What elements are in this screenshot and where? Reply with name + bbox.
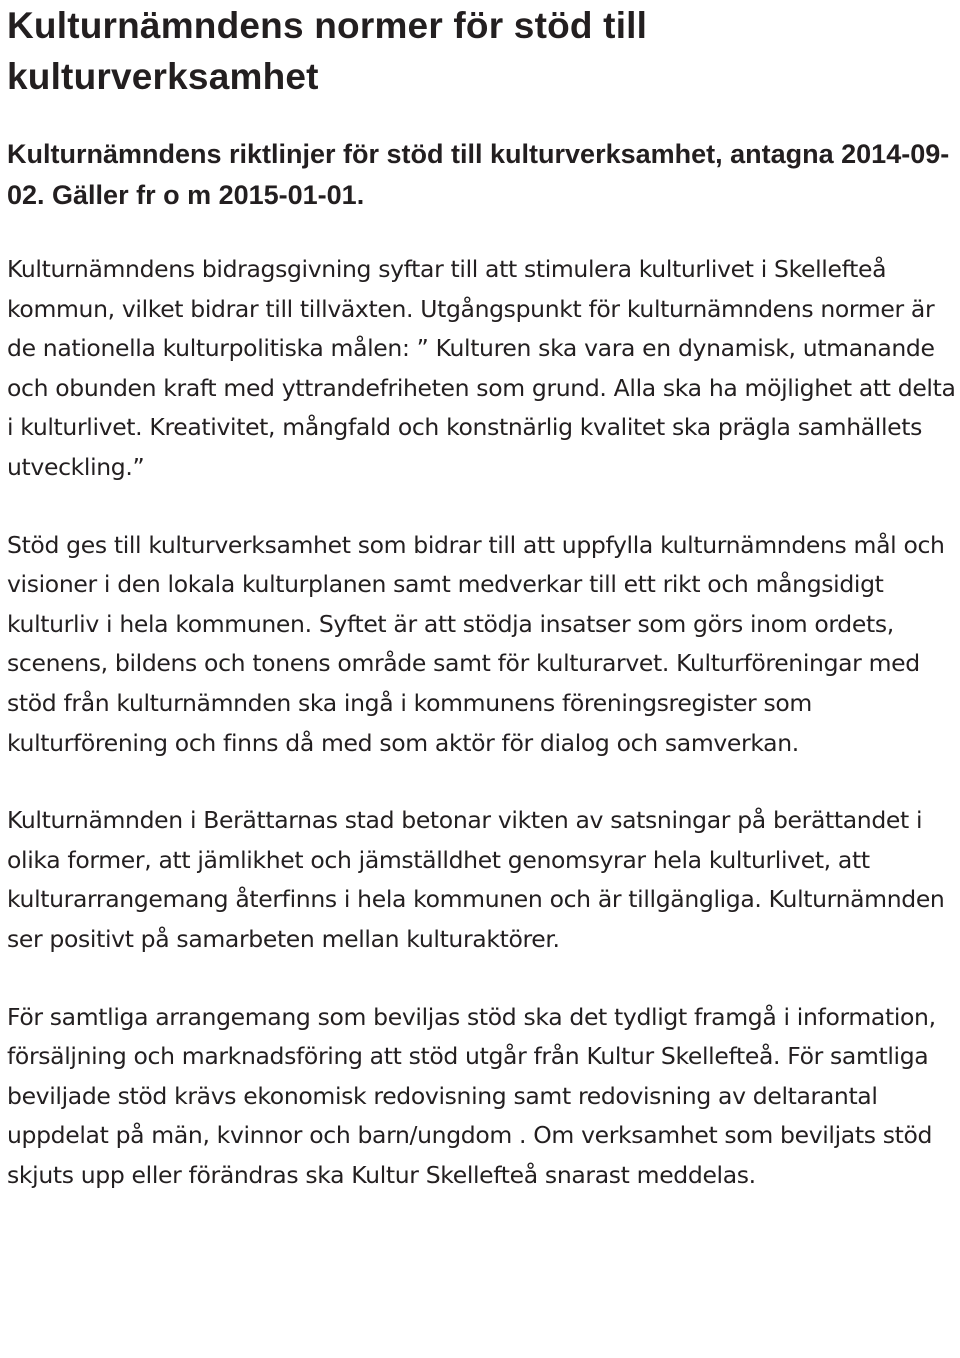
page-title: Kulturnämndens normer för stöd till kulturverksamhet <box>7 5 648 97</box>
paragraph-purpose: Kulturnämndens bidragsgivning syftar till att stimulera kulturlivet i Skellefteå kommun, vilket bidrar till tillväxten. Utgångspunkt för kulturnämndens normer är de nationella kulturpolitiska målen: ” Kulturen ska vara en dynamisk, utmanande och obunden kraft med yttrandefriheten som grund. Alla ska ha möjlighet att delta i kulturlivet. Kreativitet, mångfald och konstnärlig kvalitet ska prägla samhällets utveckling.” <box>7 255 956 481</box>
paragraph-requirements: För samtliga arrangemang som beviljas stöd ska det tydligt framgå i information, försäljning och marknadsföring att stöd utgår från Kultur Skellefteå. För samtliga beviljade stöd krävs ekonomisk redovisning samt redovisning av deltarantal uppdelat på män, kvinnor och barn/ungdom . Om verksamhet som beviljats stöd skjuts upp eller förändras ska Kultur Skellefteå snarast meddelas. <box>7 1002 936 1189</box>
paragraph-support: Stöd ges till kulturverksamhet som bidrar till att uppfylla kulturnämndens mål och visioner i den lokala kulturplanen samt medverkar till ett rikt och mångsidigt kulturliv i hela kommunen. Syftet är att stödja insatser som görs inom ordets, scenens, bildens och tonens område samt för kulturarvet. Kulturföreningar med stöd från kulturnämnden ska ingå i kommunens föreningsregister som kulturförening och finns då med som aktör för dialog och samverkan. <box>7 530 945 757</box>
page-subtitle: Kulturnämndens riktlinjer för stöd till kulturverksamhet, antagna 2014-09-02. Gäller fr o m 2015-01-01. <box>7 139 950 210</box>
paragraph-storytelling: Kulturnämnden i Berättarnas stad betonar vikten av satsningar på berättandet i olika former, att jämlikhet och jämställdhet genomsyrar hela kulturlivet, att kulturarrangemang återfinns i hela kommunen och är tillgängliga. Kulturnämnden ser positivt på samarbeten mellan kulturaktörer. <box>7 806 945 953</box>
